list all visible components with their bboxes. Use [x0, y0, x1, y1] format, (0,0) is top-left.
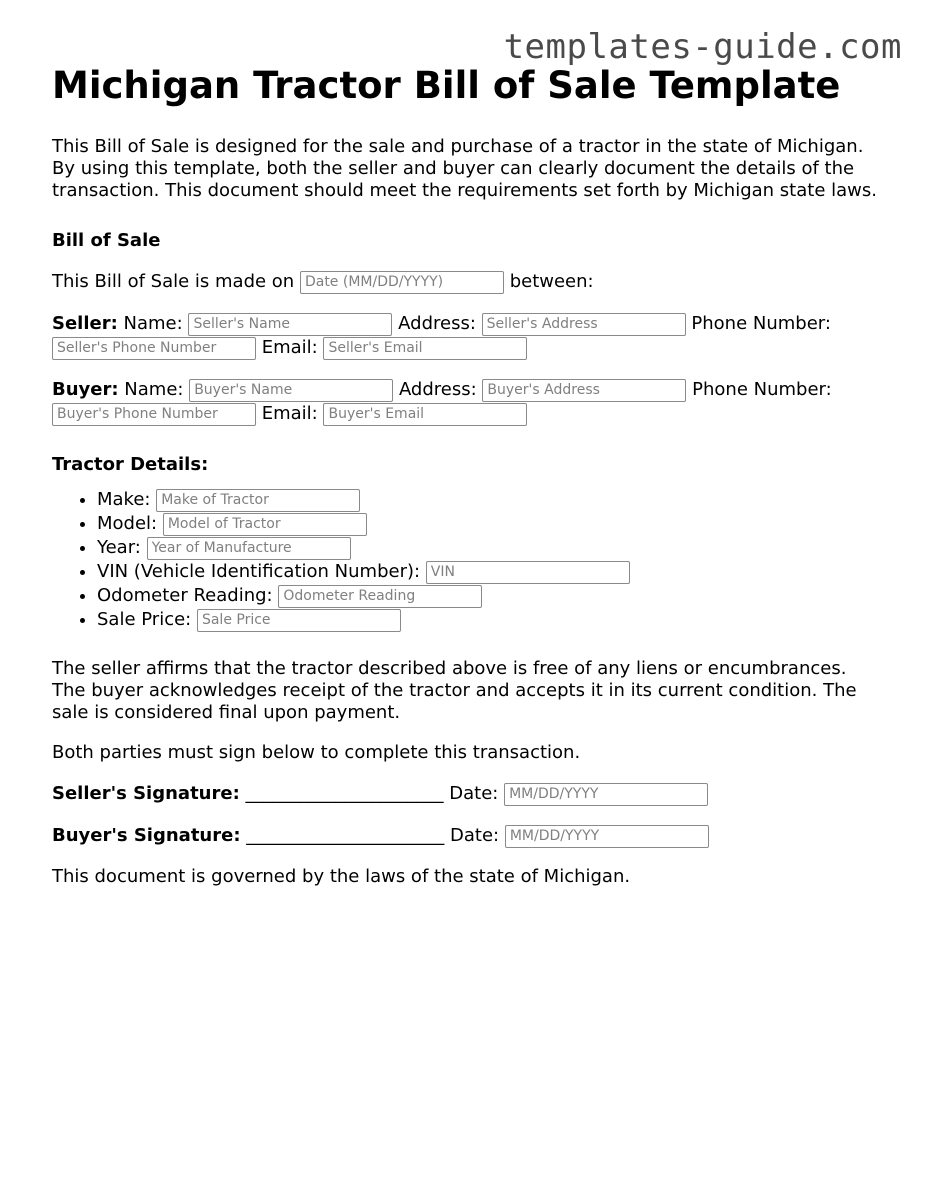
- governing-law-paragraph: This document is governed by the laws of the state of Michigan.: [52, 866, 631, 888]
- buyer-phone-input[interactable]: [52, 403, 256, 426]
- buyer-address-input[interactable]: [482, 379, 686, 402]
- buyer-signature-row: [52, 824, 882, 848]
- list-item: [97, 488, 882, 512]
- seller-row: [52, 312, 882, 360]
- seller-address-input[interactable]: [482, 313, 686, 336]
- bill-of-sale-heading: Bill of Sale: [52, 230, 161, 252]
- seller-date-label: Date:: [449, 783, 499, 805]
- seller-date-input[interactable]: [504, 783, 708, 806]
- page-title: Michigan Tractor Bill of Sale Template: [52, 64, 841, 107]
- list-item: [97, 584, 882, 608]
- buyer-label: Buyer:: [52, 379, 119, 401]
- vin-label: VIN (Vehicle Identification Number):: [97, 561, 421, 583]
- buyer-address-label: Address:: [398, 379, 477, 401]
- buyer-signature-line: ______________________: [246, 825, 445, 847]
- affirmation-paragraph: The seller affirms that the tractor described above is free of any liens or encumbrances. The buyer acknowledges receipt of the tractor and accepts it in its current condition. The sale is considered final upon payment.: [52, 658, 857, 724]
- buyer-name-label: Name:: [124, 379, 184, 401]
- made-on-row: [52, 270, 882, 294]
- sale-price-input[interactable]: [197, 609, 401, 632]
- seller-signature-row: [52, 782, 882, 806]
- year-input[interactable]: [147, 537, 351, 560]
- seller-email-label: Email:: [261, 337, 318, 359]
- buyer-row: [52, 378, 882, 426]
- buyer-email-input[interactable]: [323, 403, 527, 426]
- odometer-label: Odometer Reading:: [97, 585, 273, 607]
- tractor-details-list: [52, 488, 882, 632]
- buyer-email-label: Email:: [261, 403, 318, 425]
- list-item: [97, 536, 882, 560]
- seller-name-label: Name:: [123, 313, 183, 335]
- buyer-phone-label: Phone Number:: [692, 379, 832, 401]
- odometer-input[interactable]: [278, 585, 482, 608]
- seller-phone-label: Phone Number:: [691, 313, 831, 335]
- seller-label: Seller:: [52, 313, 118, 335]
- buyer-date-input[interactable]: [505, 825, 709, 848]
- both-parties-paragraph: Both parties must sign below to complete this transaction.: [52, 742, 581, 764]
- seller-name-input[interactable]: [188, 313, 392, 336]
- buyer-signature-label: Buyer's Signature:: [52, 825, 241, 847]
- make-input[interactable]: [156, 489, 360, 512]
- seller-email-input[interactable]: [323, 337, 527, 360]
- sale-date-input[interactable]: [300, 271, 504, 294]
- list-item: [97, 512, 882, 536]
- seller-address-label: Address:: [398, 313, 476, 335]
- buyer-name-input[interactable]: [189, 379, 393, 402]
- buyer-date-label: Date:: [450, 825, 500, 847]
- make-label: Make:: [97, 489, 151, 511]
- made-on-suffix: between:: [509, 271, 594, 293]
- year-label: Year:: [97, 537, 141, 559]
- list-item: [97, 560, 882, 584]
- model-input[interactable]: [163, 513, 367, 536]
- seller-signature-label: Seller's Signature:: [52, 783, 240, 805]
- tractor-details-heading: Tractor Details:: [52, 454, 209, 476]
- site-watermark: templates-guide.com: [503, 27, 902, 67]
- model-label: Model:: [97, 513, 158, 535]
- sale-price-label: Sale Price:: [97, 609, 192, 631]
- intro-paragraph: This Bill of Sale is designed for the sale and purchase of a tractor in the state of Michigan. By using this template, both the seller and buyer can clearly document the details of the transaction. This document should meet the requirements set forth by Michigan state laws.: [52, 136, 877, 202]
- seller-signature-line: ______________________: [245, 783, 444, 805]
- seller-phone-input[interactable]: [52, 337, 256, 360]
- made-on-prefix: This Bill of Sale is made on: [52, 271, 295, 293]
- document-body: [52, 64, 882, 888]
- list-item: [97, 608, 882, 632]
- vin-input[interactable]: [426, 561, 630, 584]
